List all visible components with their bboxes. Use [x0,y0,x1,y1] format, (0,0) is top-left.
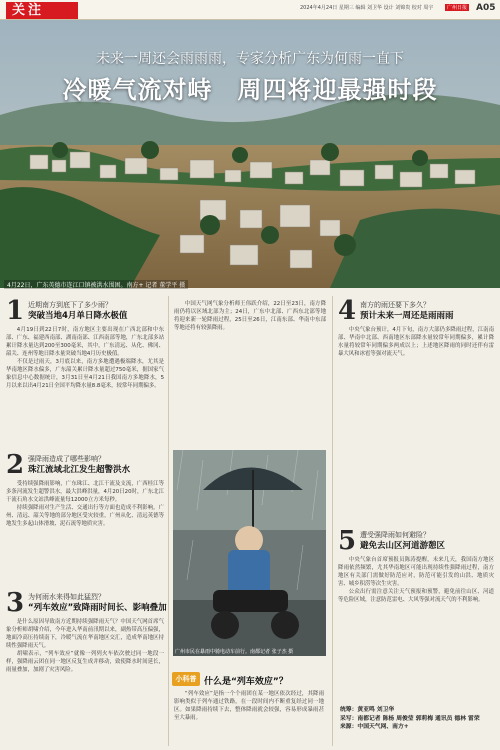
column-divider [332,296,333,746]
credit-line: 统筹：黄亚鸣 刘卫华 [340,707,395,713]
section-question: 近期南方到底下了多少雨？ [28,301,112,309]
inset-photo [173,450,326,656]
paragraph: 胡啸表示，“列车效应”就像一列列火车依次驶过同一地段一样，强降雨云团在同一地区反复生成并移动，致使降水时间延长，雨量叠加，加剧了灾害风险。 [6,651,164,673]
section-5 [338,528,494,604]
section-head [6,452,164,478]
paragraph: 4月19日到22日7时，南方地区主要出现在广西北部和中东部、广东、福建西南部、湖南南部、江西南部等地，广东北部多站累计降水量达到200至300毫米，其中，广东清远、从化、佛冈、韶关、连州等地日降水量突破当地4月历史极值。 [6,327,164,357]
section-title: 预计未来一周还是雨雨雨 [360,311,454,321]
section-number: 4 [338,296,357,326]
section-head [338,298,494,324]
paragraph: 受持续强降雨影响，广东珠江、北江干流及支流，广西桂江等多条河流发生超警洪水，最大洪峰洪量，4月20日20时，广东北江干流石角水文站洪峰流量每12000立方米每秒。 [6,481,164,503]
section-1 [6,298,164,390]
inset-caption: 广州市民在暴雨中骑电动车前行。南都记者 张子杰 摄 [175,649,294,655]
paragraph: 不仅是过雨天，3月底以来，南方多地遭遇极端降水，尤其是华南地区降水偏多，广东韶关累计降水量超过750毫米，据国家气象信息中心数据统计，3月31日至4月21日我国南方多地降水，5月以来以出4月21日全国平均降水量8.8毫米，较常年同期偏多。 [6,359,164,389]
section-number: 2 [6,450,25,480]
section-number: 3 [6,588,25,618]
header-meta: 2024年4月24日 星期三 编辑 刘卫华 设计 刘锦贵 校对 周宇 [300,5,434,11]
section-head [338,528,494,554]
page-header [0,0,500,20]
section-title: “列车效应”致降雨时间长、影响叠加 [28,603,167,613]
sidebar-title: 什么是“列车效应”？ [204,677,288,687]
section-4 [338,298,494,358]
section-2 [6,452,164,528]
credit-line: 采写：南都记者 陈杨 周俊莹 郭莉梅 通讯员 德林 雷荣 [340,715,480,722]
photo-caption: 4月22日，广东英德市连江口镇被洪水围困。南方+ 记者 董学平 摄 [4,280,188,289]
section-head [6,588,167,618]
credits [340,706,490,732]
lead-kicker: 未来一周还会雨雨雨，专家分析广东为何雨一直下 [96,51,404,67]
section-3-continued [174,300,326,332]
section-question: 为何雨水来得如此猛烈？ [28,593,105,601]
paragraph: 是什么原因导致南方近期持续强降雨天气？中国天气网首席气象分析师胡啸介绍，今年进入华南前汛期以来，副热带高压偏强，地面冷高压持续南下，冷暖气流在华南地区交汇，造成华南地区持续性强降雨天气。 [6,619,164,649]
page-number: A05 [476,3,496,13]
section-3 [6,588,167,674]
section-title: 珠江流域北江发生超警洪水 [28,465,131,475]
section-question: 强降雨造成了哪些影响？ [28,455,105,463]
section-question: 遭受强降雨如何避险？ [360,531,430,539]
section-title: 突破当地4月单日降水极值 [28,311,128,321]
header-tag: 广州日报 [447,5,468,11]
paragraph: 中国天气网气象分析师王伟跃介绍，22日至23日，南方降雨仍将以区域北部为主；24日，广东中北部、广西东北部等地将迎来新一轮降雨过程，25日至26日，江南东部、华南中东部等地还将有较强降雨。 [174,301,326,331]
paragraph: 持续强降雨对生产生活、交通出行等方面也造成不利影响，广州、清远、韶关等地的部分地区受灾较重，广州从化、清远英德等地发生多起山体滑坡、泥石流等地质灾害。 [6,505,164,527]
paragraph: 中央气象台首席预报员陈涛提醒，未来几天，我国南方地区降雨依然频繁，尤其华南地区可能出现持续性强降雨过程，南方地区有关部门需做好防范应对，防范可能引发的山洪、地质灾害、城乡积涝等次生灾害。 [338,557,494,587]
sidebar-text: “列车效应”是指一个个雨团在某一地区依次经过，其降雨影响类似于列车通过铁路，在一段时间内不断重复经过同一地区。如果降雨持续下去，整体降雨就会较强，容易形成暴雨甚至大暴雨。 [174,691,324,721]
section-title: 避免去山区河道游憩区 [360,541,446,551]
lead-headline: 冷暖气流对峙 周四将迎最强时段 [62,76,438,104]
section-tag: 关注 [6,2,78,19]
credit-line: 来源：中国天气网、南方+ [340,724,409,730]
sidebar-tag: 小科普 [172,672,200,686]
section-question: 南方的雨还要下多久？ [360,301,430,309]
rain-rider-image [173,450,326,656]
section-number: 1 [6,296,25,326]
paragraph: 中央气象台预计，4月下旬，南方大部仍多降雨过程，江南南部、华南中北部、西南地区东部降水量较常年同期偏多，累计降水量将较常年同期偏多两成以上；上述地区降雨的同时还伴有雷暴大风和冰雹等强对流天气。 [338,327,494,357]
section-head [6,298,164,324]
section-number: 5 [338,526,357,556]
paragraph: 公众出行需注意关注天气预报和预警，避免前往山区、河道等危险区域，注意防范雷电、大风等强对流天气的不利影响。 [338,589,494,603]
column-divider [168,296,169,746]
